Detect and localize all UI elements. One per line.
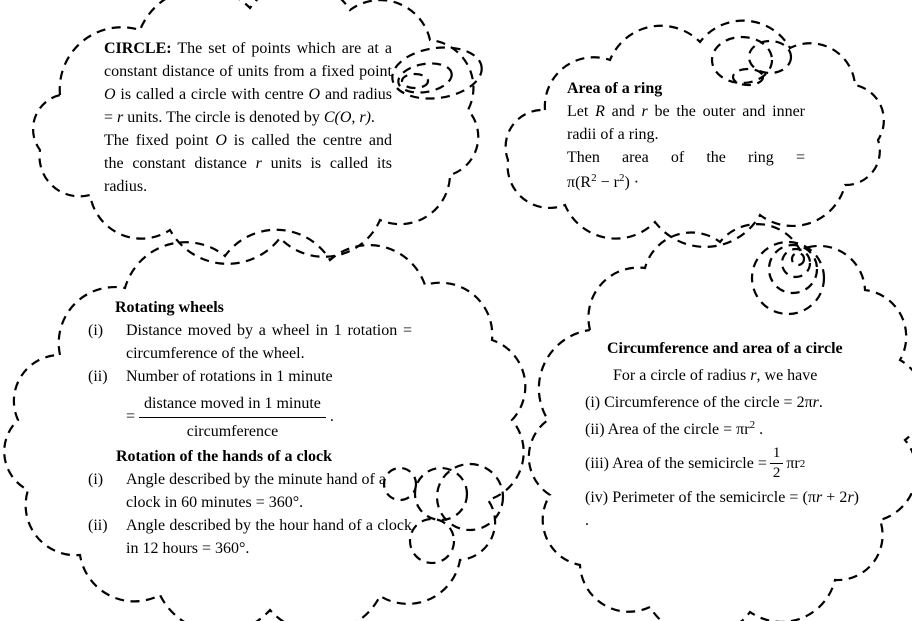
circumference-item-2: (ii) Area of the circle = $\pi r^2$ . <box>585 419 764 438</box>
clock-item-1 <box>88 468 412 514</box>
ring-area-body: Let R and r be the outer and inner radii of a ring. <box>567 103 805 143</box>
circle-definition-paragraph-2: The fixed point O is called the centre and the constant distance r units is called its radius. <box>104 132 393 195</box>
clock-item-1-text: Angle described by the minute hand of a clock in 60 minutes = 360°. <box>126 471 386 511</box>
circle-definition-note <box>104 37 392 198</box>
wheels-item-2-text: Number of rotations in 1 minute <box>126 368 333 385</box>
ring-area-heading: Area of a ring <box>567 80 663 97</box>
wheels-item-2 <box>88 365 412 388</box>
circumference-item-1: (i) Circumference of the circle = 2πr. <box>585 394 823 411</box>
circumference-intro: For a circle of radius r, we have <box>613 367 818 384</box>
circumference-area-heading: Circumference and area of a circle <box>607 340 843 357</box>
clock-item-1-label: (i) <box>88 471 104 488</box>
clock-item-2 <box>88 514 412 560</box>
spiral-doodle-bottom-right <box>752 242 824 314</box>
rotations-fraction: $\frac{\text{distance moved in 1 minute}}{\text{circumference}}$ <box>139 392 326 443</box>
clock-hands-heading: Rotation of the hands of a clock <box>116 448 333 465</box>
wheels-item-1 <box>88 319 412 365</box>
clock-item-2-text: Angle described by the hour hand of a clock in 12 hours = 360°. <box>126 517 412 557</box>
ring-area-formula: $\pi(R^2 - r^2)$ · <box>567 172 640 191</box>
ring-area-note <box>567 77 805 194</box>
wheels-item-1-text: Distance moved by a wheel in 1 rotation = circumference of the wheel. <box>126 322 412 362</box>
circumference-area-note <box>585 337 859 536</box>
wheels-item-2-label: (ii) <box>88 368 108 385</box>
circumference-item-4: (iv) Perimeter of the semicircle = (πr + 2r) . <box>585 489 859 529</box>
rotations-formula: = $\frac{\text{distance moved in 1 minute}}{\text{circumference}}$ . <box>126 392 412 443</box>
circumference-item-3: (iii) Area of the semicircle = $\frac{1}{2}$ πr 2 <box>585 445 806 481</box>
wheels-item-1-label: (i) <box>88 322 104 339</box>
clock-item-2-label: (ii) <box>88 517 108 534</box>
rotating-wheels-heading: Rotating wheels <box>115 299 224 316</box>
ring-area-equation-lead: Then area of the ring = <box>567 149 805 166</box>
circle-definition-paragraph: CIRCLE: The set of points which are at a constant distance of units from a fixed point O is called a circle with centre O and radius = r units. The circle is denoted by C(O, r). <box>104 40 393 126</box>
half-fraction: $\frac{1}{2}$ <box>770 445 784 482</box>
rotating-wheels-note <box>88 296 412 560</box>
circle-definition-heading: CIRCLE: <box>104 40 172 57</box>
